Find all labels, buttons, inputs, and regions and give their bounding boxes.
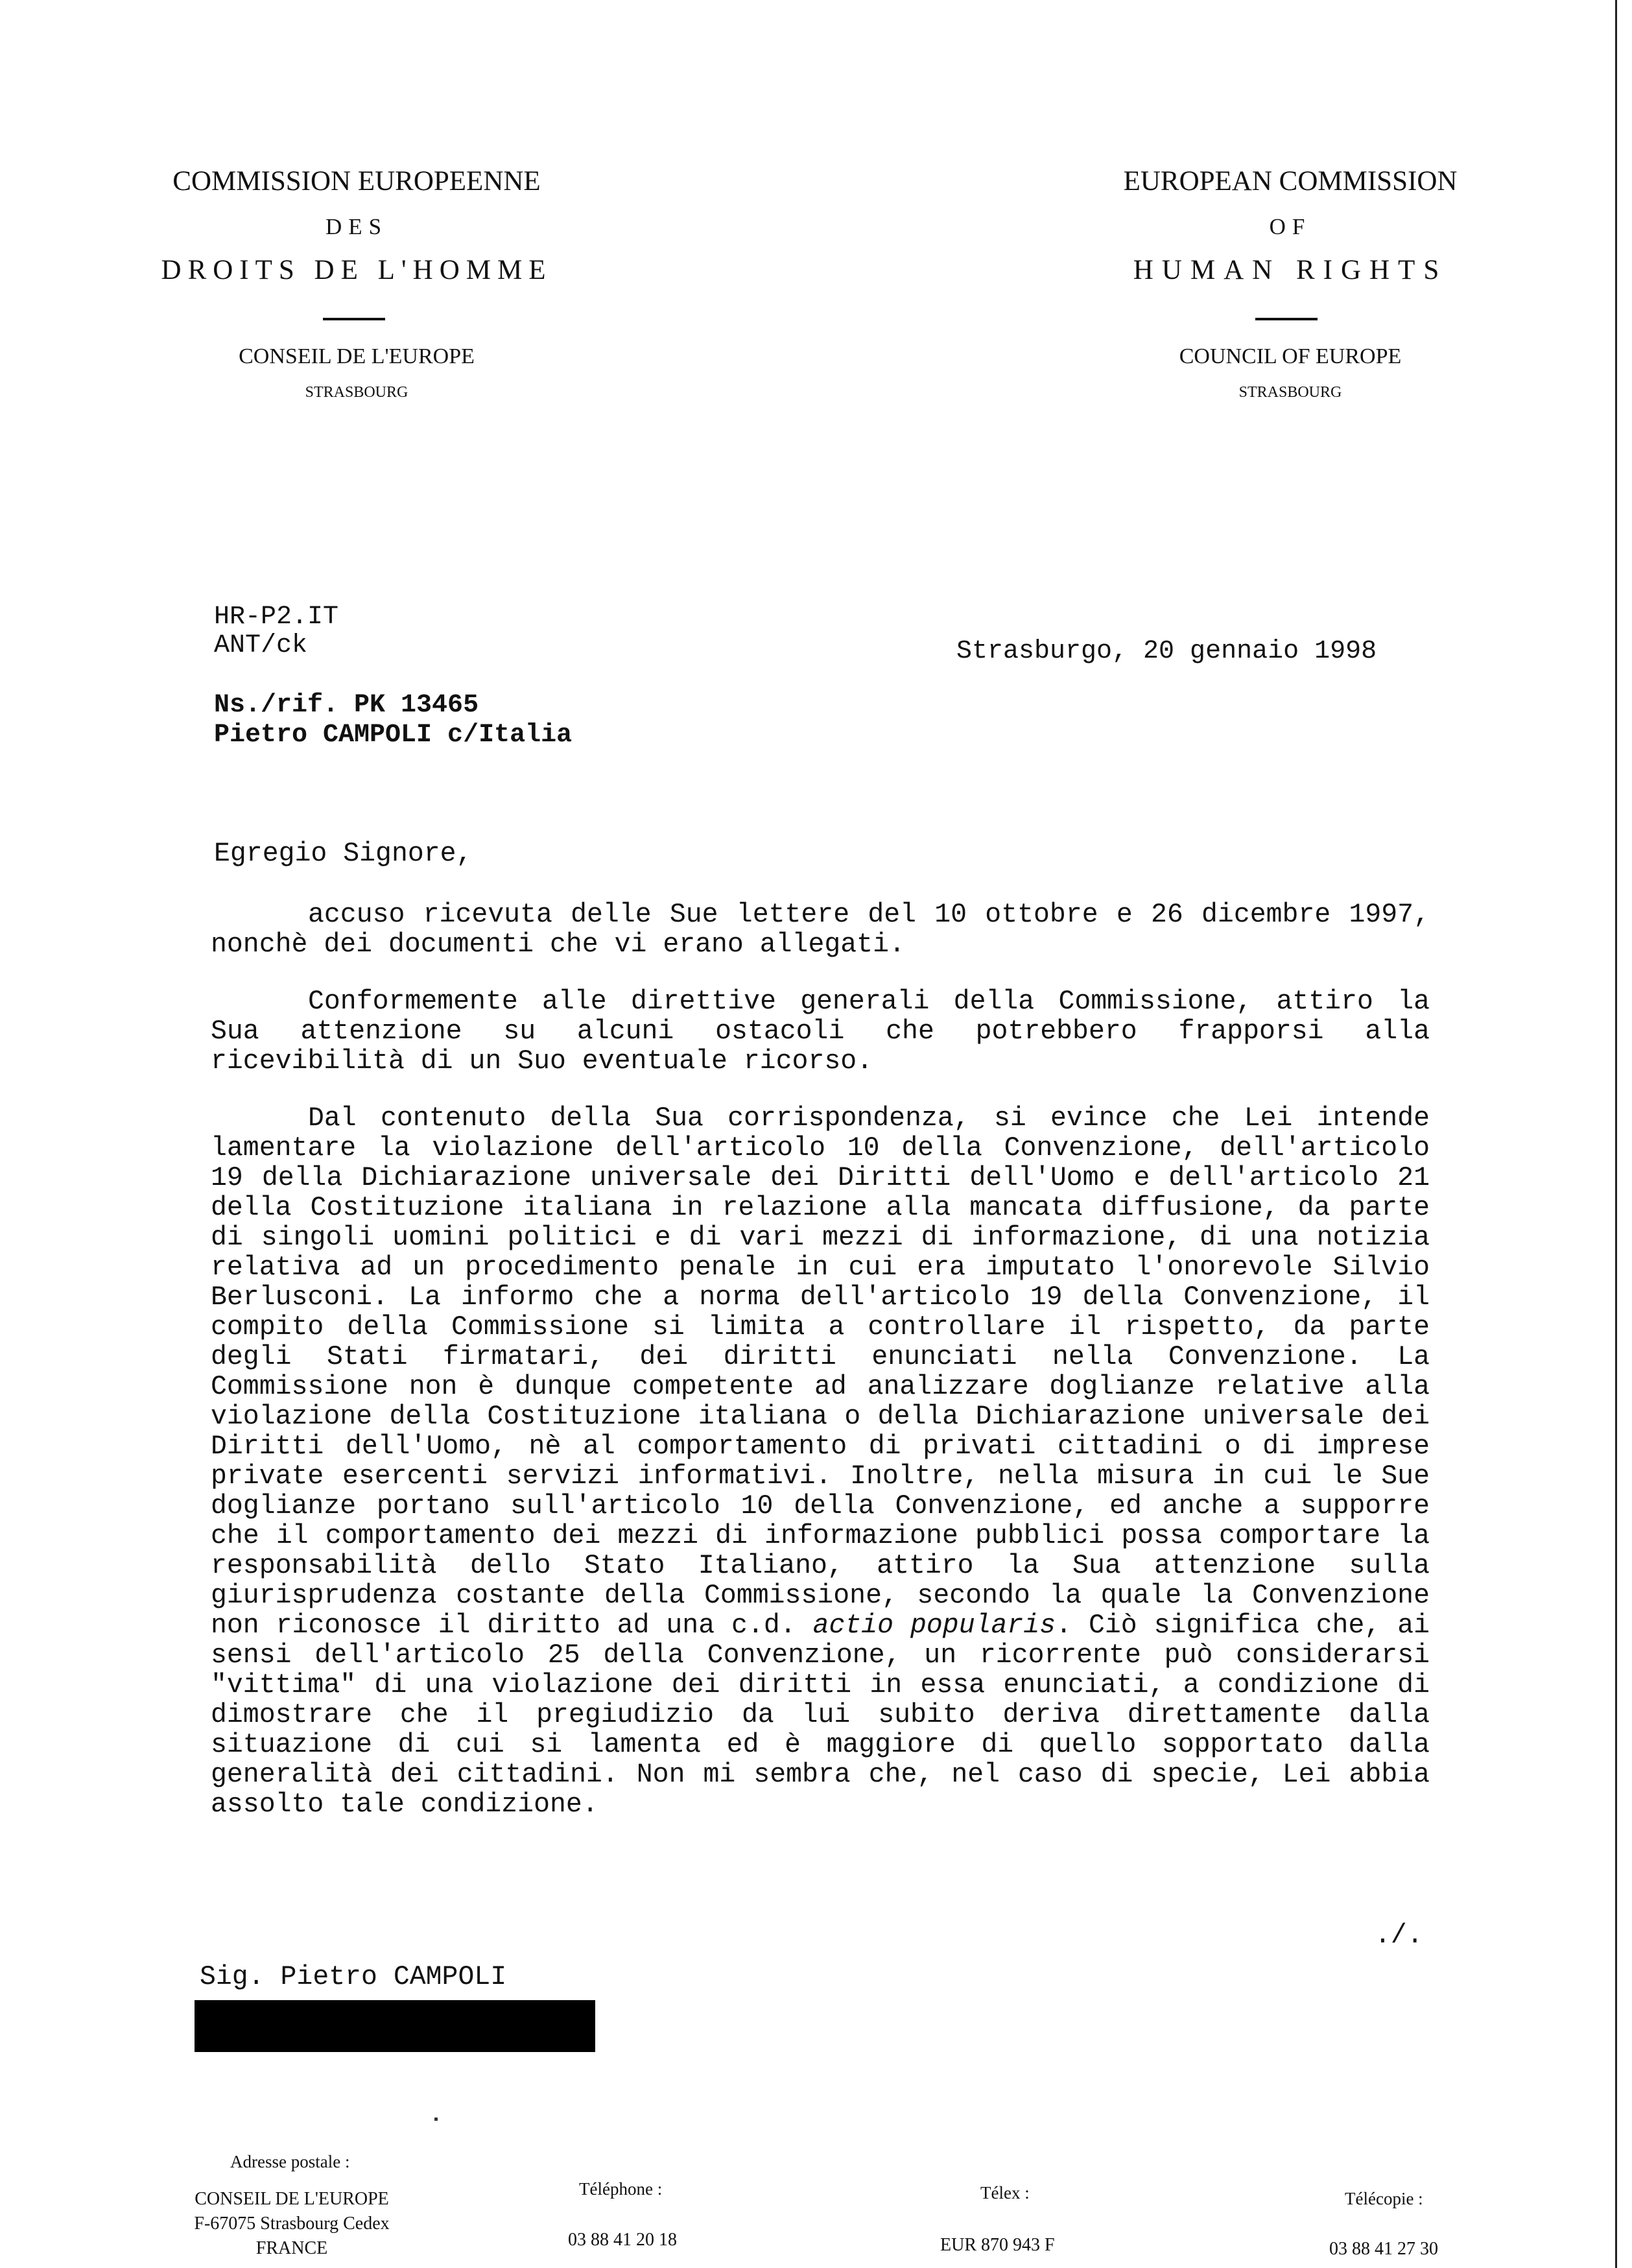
our-reference: Ns./rif. PK 13465 — [214, 691, 479, 720]
org-name-fr-rights: DROITS DE L'HOMME — [161, 255, 552, 285]
council-name-fr: CONSEIL DE L'EUROPE — [239, 344, 475, 368]
paragraph-3 — [211, 1104, 1430, 1820]
city-en: STRASBOURG — [1238, 384, 1342, 401]
org-name-fr-des: DES — [325, 214, 388, 239]
postal-line-2: F-67075 Strasbourg Cedex — [194, 2214, 390, 2234]
letterhead-left — [130, 162, 584, 290]
letter-body — [211, 900, 1430, 1820]
paragraph-3-text-b: . Ciò significa che, ai sensi dell'articolo 25 della Convenzione, un ricorrente può considerarsi "vittima" di una violazione dei diritti in essa enunciati, a condizione di dimostrare che il pregiudizio da lui subito deriva direttamente dalla situazione di cui si lamenta ed è maggiore di quello sopportato dalla generalità dei cittadini. Non mi sembra che, nel caso di specie, Lei abbia assolto tale condizione. — [211, 1610, 1430, 1820]
reference-code-1: HR-P2.IT — [214, 603, 339, 632]
letterhead-right-divider — [1255, 318, 1318, 320]
paragraph-2 — [211, 987, 1430, 1077]
paragraph-2-text: Conformemente alle direttive generali della Commissione, attiro la Sua attenzione su alcuni ostacoli che potrebbero frapporsi alla ricevibilità di un Suo eventuale ricorso. — [211, 986, 1430, 1077]
council-name-en: COUNCIL OF EUROPE — [1179, 344, 1402, 368]
postal-line-3: FRANCE — [255, 2238, 328, 2258]
fax-value: 03 88 41 27 30 — [1329, 2239, 1438, 2259]
org-name-en-rights: HUMAN RIGHTS — [1133, 255, 1448, 285]
org-name-en-of: OF — [1269, 214, 1312, 239]
letterhead-left-council — [130, 342, 584, 402]
addressee-name: Sig. Pietro CAMPOLI — [200, 1962, 507, 1992]
redacted-address-block — [195, 2000, 595, 2052]
reference-code-2: ANT/ck — [214, 631, 308, 660]
org-name-fr: COMMISSION EUROPEENNE — [172, 166, 541, 197]
paragraph-3-text-a: Dal contenuto della Sua corrispondenza, si evince che Lei intende lamentare la violazione dell'articolo 10 della Convenzione, dell'articolo 19 della Dichiarazione universale dei Diritti dell'Uomo e dell'articolo 21 della Costituzione italiana in relazione alla mancata diffusione, da parte di singoli uomini politici e di vari mezzi di informazione, di una notizia relativa ad un procedimento penale in cui era imputato l'onorevole Silvio Berlusconi. La informo che a norma dell'articolo 19 della Convenzione, il compito della Commissione si limita a controllare il rispetto, da parte degli Stati firmatari, dei diritti enunciati nella Convenzione. La Commissione non è dunque competente ad analizzare doglianze relative alla violazione della Costituzione italiana o della Dichiarazione universale dei Diritti dell'Uomo, nè al comportamento di privati cittadini o di imprese private esercenti servizi informativi. Inoltre, nella misura in cui le Sue doglianze portano sull'articolo 10 della Convenzione, ed anche a supporre che il comportamento dei mezzi di informazione pubblici possa comportare la responsabilità dello Stato Italiano, attiro la Sua attenzione sulla giurisprudenza costante della Commissione, secondo la quale la Convenzione non riconosce il diritto ad una c.d. — [211, 1103, 1430, 1641]
page-edge-line — [1615, 0, 1617, 2268]
fax-label: Télécopie : — [1345, 2189, 1423, 2208]
paragraph-1 — [211, 900, 1430, 960]
phone-label: Téléphone : — [579, 2179, 663, 2199]
salutation: Egregio Signore, — [214, 839, 473, 869]
telex-label: Télex : — [980, 2183, 1030, 2202]
telex-value: EUR 870 943 F — [940, 2235, 1055, 2255]
place-and-date: Strasburgo, 20 gennaio 1998 — [956, 637, 1377, 666]
paragraph-1-text: accuso ricevuta delle Sue lettere del 10 ottobre e 26 dicembre 1997, nonchè dei documenti che vi erano allegati. — [211, 900, 1430, 960]
scan-speck — [434, 2118, 438, 2121]
continuation-mark: ./. — [1375, 1920, 1423, 1951]
letterhead-right-council — [1063, 342, 1517, 402]
city-fr: STRASBOURG — [305, 384, 408, 401]
postal-line-1: CONSEIL DE L'EUROPE — [195, 2189, 389, 2209]
case-title: Pietro CAMPOLI c/Italia — [214, 721, 573, 750]
postal-label: Adresse postale : — [230, 2152, 350, 2171]
phone-value: 03 88 41 20 18 — [568, 2230, 677, 2250]
org-name-en: EUROPEAN COMMISSION — [1123, 166, 1458, 197]
letterhead-left-divider — [323, 318, 385, 320]
paragraph-3-latin-term: actio popularis — [812, 1610, 1056, 1641]
postal-address — [156, 2187, 428, 2261]
letterhead-right — [1063, 162, 1517, 290]
